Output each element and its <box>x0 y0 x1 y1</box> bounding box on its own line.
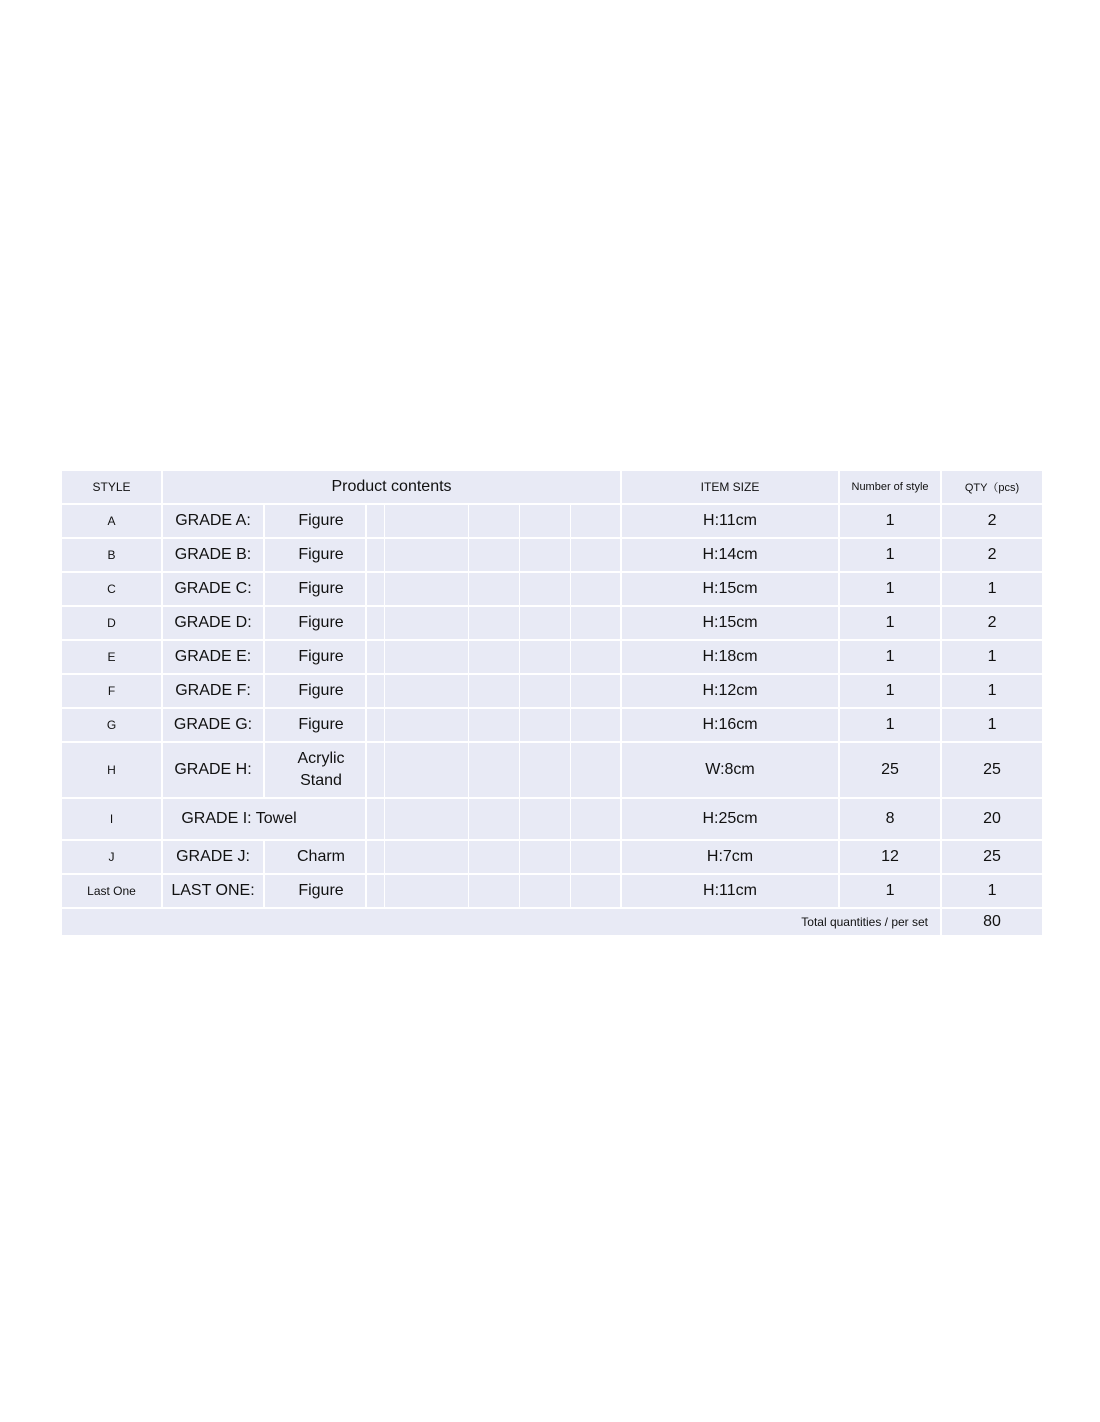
empty-cell <box>570 674 621 708</box>
size-cell: H:18cm <box>621 640 839 674</box>
qty-cell: 2 <box>941 606 1043 640</box>
empty-cell <box>570 504 621 538</box>
empty-cell <box>384 674 468 708</box>
empty-cell <box>519 798 570 840</box>
qty-cell: 25 <box>941 742 1043 798</box>
qty-cell: 20 <box>941 798 1043 840</box>
size-cell: H:11cm <box>621 504 839 538</box>
empty-cell <box>519 538 570 572</box>
empty-cell <box>519 840 570 874</box>
table-row <box>61 840 1043 874</box>
empty-cell <box>519 674 570 708</box>
size-cell: H:15cm <box>621 606 839 640</box>
empty-cell <box>468 538 519 572</box>
empty-cell <box>366 798 384 840</box>
grade-cell: GRADE B: <box>162 538 264 572</box>
empty-cell <box>570 798 621 840</box>
style-cell: H <box>61 742 162 798</box>
table-row <box>61 538 1043 572</box>
empty-cell <box>468 674 519 708</box>
item-cell: Acrylic Stand <box>264 742 366 798</box>
empty-cell <box>366 840 384 874</box>
empty-cell <box>519 874 570 908</box>
item-cell: Figure <box>264 674 366 708</box>
qty-cell: 1 <box>941 674 1043 708</box>
empty-cell <box>468 708 519 742</box>
table-row <box>61 572 1043 606</box>
grade-cell: LAST ONE: <box>162 874 264 908</box>
empty-cell <box>366 572 384 606</box>
style-cell: B <box>61 538 162 572</box>
item-cell: Figure <box>264 538 366 572</box>
header-number-of-style: Number of style <box>839 470 941 504</box>
number-cell: 1 <box>839 538 941 572</box>
empty-cell <box>384 538 468 572</box>
number-cell: 12 <box>839 840 941 874</box>
qty-cell: 1 <box>941 572 1043 606</box>
empty-cell <box>570 606 621 640</box>
grade-cell: GRADE I: Towel <box>162 798 366 840</box>
empty-cell <box>570 840 621 874</box>
empty-cell <box>366 606 384 640</box>
item-cell: Figure <box>264 640 366 674</box>
empty-cell <box>519 572 570 606</box>
table-row <box>61 708 1043 742</box>
qty-cell: 25 <box>941 840 1043 874</box>
empty-cell <box>468 640 519 674</box>
number-cell: 1 <box>839 572 941 606</box>
empty-cell <box>468 504 519 538</box>
empty-cell <box>519 606 570 640</box>
empty-cell <box>570 708 621 742</box>
empty-cell <box>366 640 384 674</box>
grade-cell: GRADE H: <box>162 742 264 798</box>
header-product-contents: Product contents <box>162 470 621 504</box>
grade-cell: GRADE A: <box>162 504 264 538</box>
empty-cell <box>384 840 468 874</box>
table-row <box>61 798 1043 840</box>
item-cell: Figure <box>264 708 366 742</box>
number-cell: 1 <box>839 674 941 708</box>
empty-cell <box>384 742 468 798</box>
empty-cell <box>519 742 570 798</box>
empty-cell <box>468 606 519 640</box>
empty-cell <box>570 742 621 798</box>
total-value: 80 <box>941 908 1043 936</box>
grade-cell: GRADE E: <box>162 640 264 674</box>
number-cell: 25 <box>839 742 941 798</box>
size-cell: H:12cm <box>621 674 839 708</box>
number-cell: 8 <box>839 798 941 840</box>
grade-cell: GRADE F: <box>162 674 264 708</box>
item-cell: Charm <box>264 840 366 874</box>
header-item-size: ITEM SIZE <box>621 470 839 504</box>
style-cell: E <box>61 640 162 674</box>
empty-cell <box>366 504 384 538</box>
empty-cell <box>570 640 621 674</box>
empty-cell <box>384 708 468 742</box>
grade-cell: GRADE G: <box>162 708 264 742</box>
item-cell: Figure <box>264 606 366 640</box>
header-qty: QTY（pcs) <box>941 470 1043 504</box>
size-cell: H:14cm <box>621 538 839 572</box>
empty-cell <box>468 798 519 840</box>
style-cell: Last One <box>61 874 162 908</box>
style-cell: J <box>61 840 162 874</box>
item-cell: Figure <box>264 504 366 538</box>
size-cell: H:7cm <box>621 840 839 874</box>
grade-cell: GRADE D: <box>162 606 264 640</box>
qty-cell: 1 <box>941 640 1043 674</box>
table-row <box>61 606 1043 640</box>
qty-cell: 2 <box>941 538 1043 572</box>
size-cell: H:16cm <box>621 708 839 742</box>
item-cell: Figure <box>264 572 366 606</box>
style-cell: A <box>61 504 162 538</box>
table-row <box>61 742 1043 798</box>
number-cell: 1 <box>839 874 941 908</box>
table-row <box>61 874 1043 908</box>
total-row <box>61 908 1043 936</box>
header-row <box>61 470 1043 504</box>
empty-cell <box>384 504 468 538</box>
empty-cell <box>468 840 519 874</box>
qty-cell: 2 <box>941 504 1043 538</box>
empty-cell <box>468 874 519 908</box>
style-cell: G <box>61 708 162 742</box>
number-cell: 1 <box>839 640 941 674</box>
size-cell: H:25cm <box>621 798 839 840</box>
empty-cell <box>570 572 621 606</box>
empty-cell <box>384 606 468 640</box>
number-cell: 1 <box>839 504 941 538</box>
grade-cell: GRADE C: <box>162 572 264 606</box>
item-cell: Figure <box>264 874 366 908</box>
size-cell: W:8cm <box>621 742 839 798</box>
style-cell: F <box>61 674 162 708</box>
empty-cell <box>384 874 468 908</box>
number-cell: 1 <box>839 606 941 640</box>
size-cell: H:11cm <box>621 874 839 908</box>
empty-cell <box>519 504 570 538</box>
empty-cell <box>366 538 384 572</box>
empty-cell <box>384 640 468 674</box>
header-style: STYLE <box>61 470 162 504</box>
size-cell: H:15cm <box>621 572 839 606</box>
table-row <box>61 674 1043 708</box>
table-row <box>61 504 1043 538</box>
empty-cell <box>519 640 570 674</box>
empty-cell <box>366 742 384 798</box>
style-cell: C <box>61 572 162 606</box>
product-table <box>60 469 1044 937</box>
style-cell: I <box>61 798 162 840</box>
empty-cell <box>570 538 621 572</box>
empty-cell <box>366 674 384 708</box>
empty-cell <box>384 572 468 606</box>
empty-cell <box>366 874 384 908</box>
empty-cell <box>468 572 519 606</box>
qty-cell: 1 <box>941 708 1043 742</box>
table-row <box>61 640 1043 674</box>
number-cell: 1 <box>839 708 941 742</box>
qty-cell: 1 <box>941 874 1043 908</box>
empty-cell <box>366 708 384 742</box>
empty-cell <box>570 874 621 908</box>
style-cell: D <box>61 606 162 640</box>
empty-cell <box>384 798 468 840</box>
total-label: Total quantities / per set <box>61 908 941 936</box>
empty-cell <box>468 742 519 798</box>
empty-cell <box>519 708 570 742</box>
grade-cell: GRADE J: <box>162 840 264 874</box>
